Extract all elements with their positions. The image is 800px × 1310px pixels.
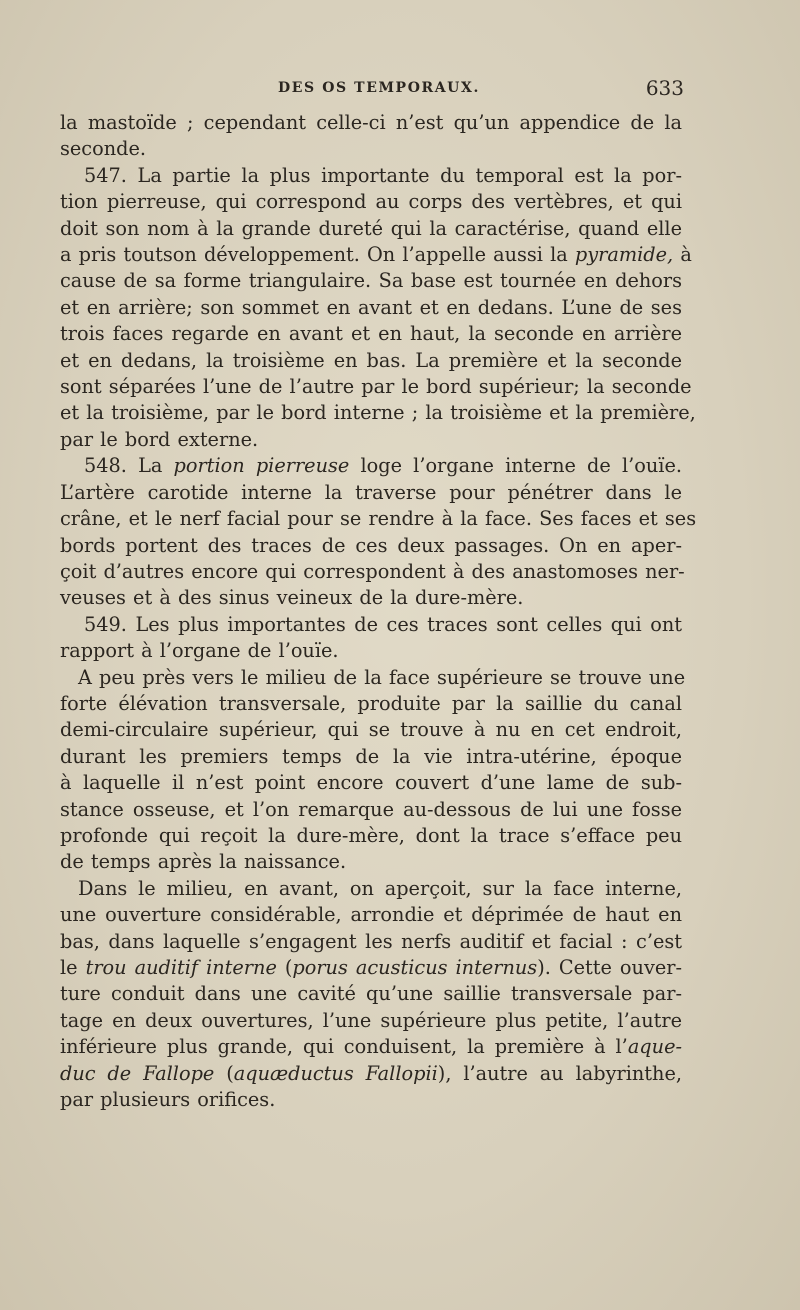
text-line: çoit d’autres encore qui correspondent à des anastomoses ner- — [60, 559, 685, 583]
text-line: 547. La partie la plus importante du temporal est la por- — [84, 163, 682, 187]
text-line: bas, dans laquelle s’engagent les nerfs auditif et facial : c’est — [60, 929, 682, 953]
text-line: par plusieurs orifices. — [60, 1088, 276, 1112]
text-line: 549. Les plus importantes de ces traces sont celles qui ont — [84, 612, 682, 636]
text-line: de temps après la naissance. — [60, 850, 347, 874]
page-number: 633 — [645, 76, 684, 100]
text-line: par le bord externe. — [60, 427, 259, 451]
text-line: seconde. — [60, 137, 147, 161]
text-line: une ouverture considérable, arrondie et déprimée de haut en — [60, 903, 682, 927]
text-line: à laquelle il n’est point encore couvert d’une lame de sub- — [60, 771, 682, 795]
text-line: L’artère carotide interne la traverse pour pénétrer dans le — [60, 480, 682, 504]
text-line: trois faces regarde en avant et en haut, la seconde en arrière — [60, 322, 682, 346]
text-line: demi-circulaire supérieur, qui se trouve à nu en cet endroit, — [60, 718, 682, 742]
text-line: cause de sa forme triangulaire. Sa base est tournée en dehors — [60, 269, 682, 293]
text-line: veuses et à des sinus veineux de la dure-mère. — [60, 586, 524, 610]
text-line: 548. La portion pierreuse loge l’organe interne de l’ouïe. — [84, 454, 682, 478]
text-line: Dans le milieu, en avant, on aperçoit, sur la face interne, — [78, 876, 682, 900]
text-line: et en dedans, la troisième en bas. La première et la seconde — [60, 348, 682, 372]
text-line: forte élévation transversale, produite par la saillie du canal — [60, 691, 682, 715]
text-line: tion pierreuse, qui correspond au corps des vertèbres, et qui — [60, 190, 682, 214]
text-line: inférieure plus grande, qui conduisent, la première à l’aque- — [60, 1035, 682, 1059]
text-line: la mastoïde ; cependant celle-ci n’est qu’un appendice de la — [60, 111, 682, 134]
page-header — [60, 76, 686, 106]
body-text — [60, 110, 697, 1113]
text-line: durant les premiers temps de la vie intra-utérine, époque — [60, 744, 682, 768]
text-line: tage en deux ouvertures, l’une supérieure plus petite, l’autre — [60, 1008, 682, 1032]
text-line: crâne, et le nerf facial pour se rendre à la face. Ses faces et ses — [60, 507, 697, 531]
text-line: stance osseuse, et l’on remarque au-dessous de lui une fosse — [60, 797, 682, 821]
text-line: sont séparées l’une de l’autre par le bord supérieur; la seconde — [60, 375, 692, 399]
text-line: a pris toutson développement. On l’appelle aussi la pyramide, à — [60, 243, 692, 267]
text-line: et en arrière; son sommet en avant et en dedans. L’une de ses — [60, 295, 682, 319]
text-line: duc de Fallope (aquæductus Fallopii), l’autre au labyrinthe, — [60, 1061, 682, 1085]
text-line: ture conduit dans une cavité qu’une saillie transversale par- — [60, 982, 682, 1006]
text-line: doit son nom à la grande dureté qui la caractérise, quand elle — [60, 216, 682, 240]
text-line: et la troisième, par le bord interne ; la troisième et la première, — [60, 401, 696, 425]
text-line: le trou auditif interne (porus acusticus internus). Cette ouver- — [60, 956, 682, 979]
text-line: rapport à l’organe de l’ouïe. — [60, 639, 339, 663]
text-line: A peu près vers le milieu de la face supérieure se trouve une — [78, 665, 686, 689]
text-line: profonde qui reçoit la dure-mère, dont la trace s’efface peu — [60, 823, 682, 847]
running-title: DES OS TEMPORAUX. — [278, 80, 480, 96]
text-line: bords portent des traces de ces deux passages. On en aper- — [60, 533, 682, 557]
